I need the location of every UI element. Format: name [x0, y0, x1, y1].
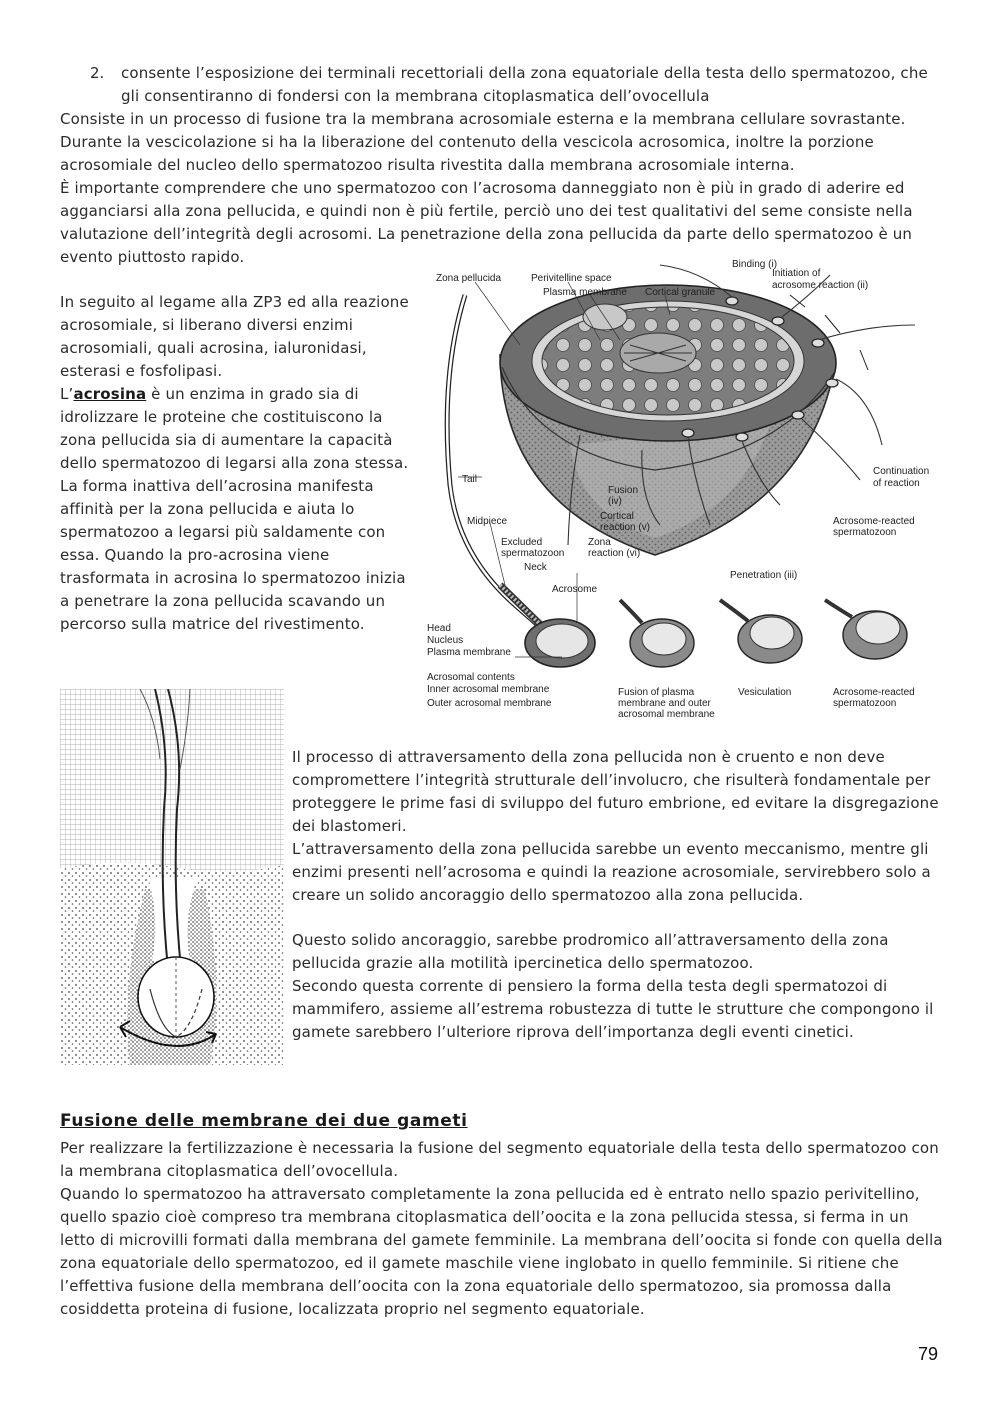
list-item-text: consente l’esposizione dei terminali recettoriali della zona equatoriale della testa dello spermatozoo, che gli consentiranno di fondersi con la membrana citoplasmatica dell’ovocellula — [121, 64, 928, 105]
label-fusion-plasma-1: Fusion of plasma — [618, 687, 695, 698]
label-acrosomal-contents: Acrosomal contents — [427, 672, 515, 683]
label-acrosome-reacted-1: Acrosome-reacted — [833, 516, 915, 527]
label-plasma-membrane: Plasma membrane — [427, 647, 511, 658]
label-fusion-plasma-2: membrane and outer — [618, 698, 711, 709]
label-fusion-1: Fusion — [608, 485, 639, 496]
crossing-paragraph-4: Secondo questa corrente di pensiero la forma della testa degli spermatozoi di mammifero, assieme all’estrema robustezza di tutte le strutture che compongono il gamete sarebbero l’ulteriore riprova dell’importanza degli eventi cinetici. — [292, 977, 934, 1041]
sperm-penetration-figure — [60, 689, 284, 1065]
crossing-paragraph-1: Il processo di attraversamento della zona pellucida non è cruento e non deve compromettere l’integrità strutturale dell’involucro, che risulterà fondamentale per proteggere le prime fasi di sviluppo del futuro embrione, ed evitare la disgregazione dei blastomeri. — [292, 748, 939, 835]
label-zona-pellucida: Zona pellucida — [436, 273, 502, 284]
label-acrosome-reacted-bottom-2: spermatozoon — [833, 698, 897, 709]
intro-paragraph: Consiste in un processo di fusione tra la membrana acrosomiale esterna e la membrana cellulare sovrastante. Durante la vescicolazione si ha la liberazione del contenuto della vescicola acrosomica, inoltre la porzione acrosomiale del nucleo dello spermatozoo risulta rivestita dalla membrana acrosomiale interna. — [60, 110, 906, 174]
label-continuation-1: Continuation — [873, 466, 930, 477]
section-heading: Fusione delle membrane dei due gameti — [60, 1111, 468, 1131]
label-acrosome: Acrosome — [552, 584, 598, 595]
page-number: 79 — [918, 1344, 939, 1364]
label-outer-acrosomal-membrane: Outer acrosomal membrane — [427, 698, 552, 709]
label-binding: Binding (i) — [732, 259, 778, 270]
label-initiation-1: Initiation of — [772, 268, 821, 279]
label-acrosome-reacted-2: spermatozoon — [833, 527, 897, 538]
label-cortical-granule: Cortical granule — [645, 287, 716, 298]
list-number: 2. — [90, 64, 105, 82]
label-plasma-membrane-top: Plasma membrane — [543, 287, 627, 298]
label-fusion-plasma-3: acrosomal membrane — [618, 709, 715, 720]
label-neck: Neck — [524, 562, 547, 573]
fusion-paragraph-1: Per realizzare la fertilizzazione è necessaria la fusione del segmento equatoriale della testa dello spermatozoo con la membrana citoplasmatica dell’ovocellula. — [60, 1139, 939, 1180]
label-tail: Tail — [462, 474, 478, 485]
label-zona-reaction-2: reaction (vi) — [588, 548, 641, 559]
label-head: Head — [427, 623, 451, 634]
crossing-paragraph-2: L’attraversamento della zona pellucida sarebbe un evento meccanismo, mentre gli enzimi presenti nell’acrosoma e quindi la reazione acrosomiale, servirebbero solo a creare un solido ancoraggio dello spermatozoo alla zona pellucida. — [292, 840, 931, 904]
label-nucleus: Nucleus — [427, 635, 464, 646]
crossing-paragraph-3: Questo solido ancoraggio, sarebbe prodromico all’attraversamento della zona pellucida grazie alla motilità ipercinetica dello spermatozoo. — [292, 931, 889, 972]
label-vesiculation: Vesiculation — [738, 687, 792, 698]
label-continuation-2: of reaction — [873, 478, 920, 489]
label-fusion-2: (iv) — [608, 496, 622, 507]
label-initiation-2: acrosome reaction (ii) — [772, 280, 869, 291]
label-excluded-1: Excluded — [501, 537, 543, 548]
label-cortical-reaction-2: reaction (v) — [600, 522, 651, 533]
label-penetration: Penetration (iii) — [730, 570, 798, 581]
acrosina-paragraph: L’acrosina è un enzima in grado sia di idrolizzare le proteine che costituiscono la zona pellucida sia di aumentare la capacità dello spermatozoo di legarsi alla zona stessa. La forma inattiva dell’acrosina manifesta affinità per la zona pellucida e aiuta lo spermatozoo a legarsi più saldamente con essa. Quando la pro-acrosina viene trasformata in acrosina lo spermatozoo inizia a penetrare la zona pellucida scavando un percorso sulla matrice del rivestimento. — [60, 385, 409, 633]
label-excluded-2: spermatozoon — [501, 548, 565, 559]
acrosina-term: acrosina — [73, 385, 147, 403]
important-paragraph: È importante comprendere che uno spermatozoo con l’acrosoma danneggiato non è più in grado di aderire ed agganciarsi alla zona pellucida, e quindi non è più fertile, perciò uno dei test qualitativi del seme consiste nella valutazione dell’integrità degli acrosomi. La penetrazione della zona pellucida da parte dello spermatozoo è un evento piuttosto rapido. — [60, 179, 913, 266]
acrosome-reaction-diagram — [420, 255, 945, 725]
label-perivitelline-space: Perivitelline space — [531, 273, 612, 284]
label-midpiece: Midpiece — [467, 516, 508, 527]
label-inner-acrosomal-membrane: Inner acrosomal membrane — [427, 684, 550, 695]
label-zona-reaction-1: Zona — [588, 537, 611, 548]
label-cortical-reaction-1: Cortical — [600, 511, 634, 522]
enzymes-paragraph: In seguito al legame alla ZP3 ed alla reazione acrosomiale, si liberano diversi enzimi acrosomiali, quali acrosina, ialuronidasi, esterasi e fosfolipasi. — [60, 293, 409, 380]
label-acrosome-reacted-bottom-1: Acrosome-reacted — [833, 687, 915, 698]
fusion-paragraph-2: Quando lo spermatozoo ha attraversato completamente la zona pellucida ed è entrato nello spazio perivitellino, quello spazio cioè compreso tra membrana citoplasmatica dell’oocita e la zona pellucida stessa, si ferma in un letto di microvilli formati dalla membrana del gamete femminile. La membrana dell’oocita si fonde con quella della zona equatoriale dello spermatozoo, ed il gamete maschile viene inglobato in quello femminile. Si ritiene che l’effettiva fusione della membrana dell’oocita con la zona equatoriale dello spermatozoo, sia promossa dalla cosiddetta proteina di fusione, localizzata proprio nel segmento equatoriale. — [60, 1185, 943, 1318]
